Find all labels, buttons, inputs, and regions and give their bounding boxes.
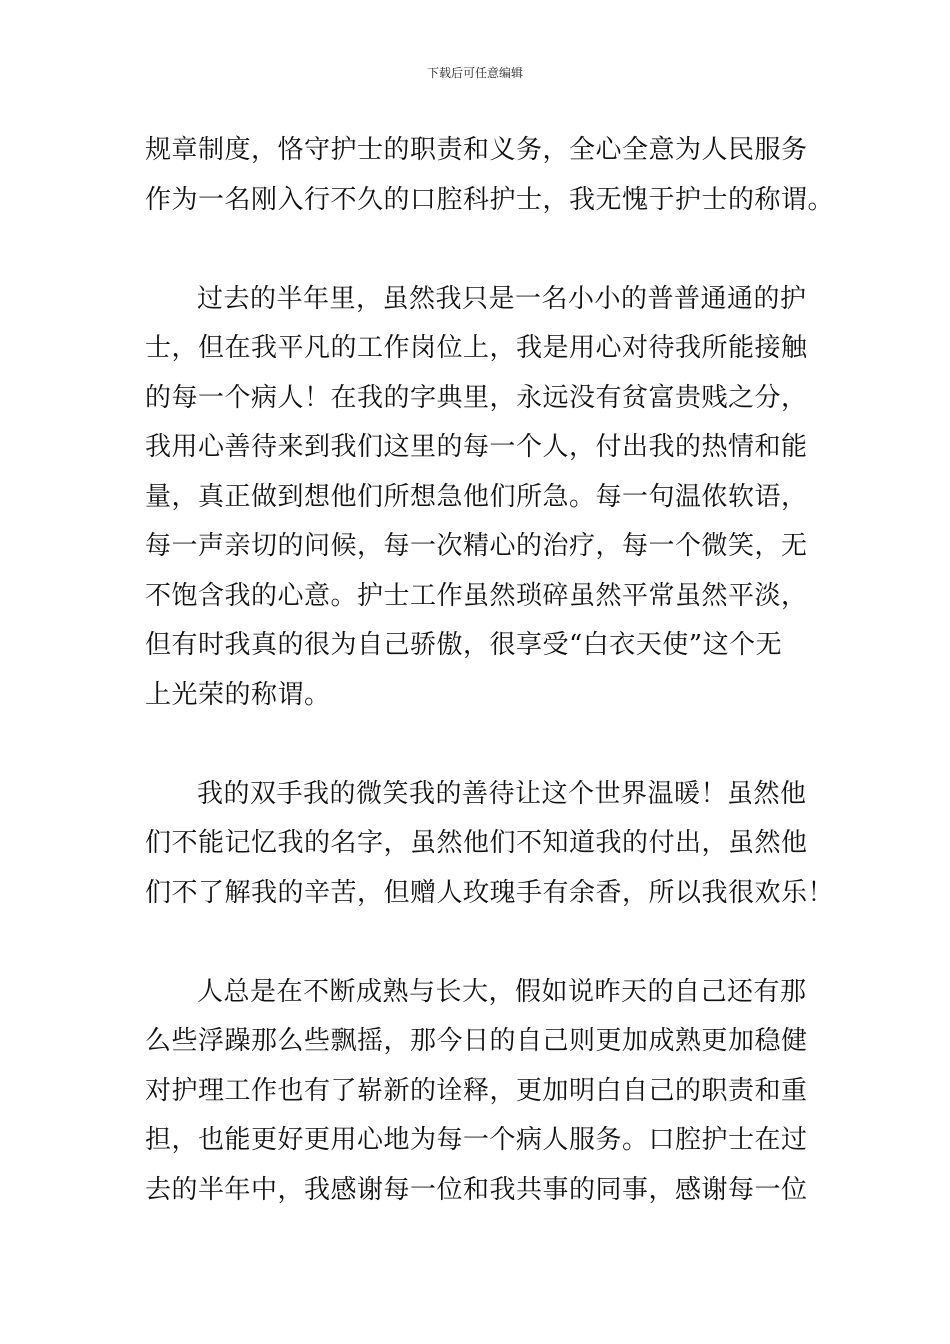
document-body [145, 126, 835, 1215]
paragraph-gap [145, 918, 815, 968]
paragraph-1 [145, 126, 835, 225]
text-line: 我的双手我的微笑我的善待让这个世界温暖！虽然他 [197, 778, 807, 809]
text-line: 担，也能更好更用心地为每一个病人服务。口腔护士在过 [145, 1125, 808, 1155]
text-line: 对护理工作也有了崭新的诠释，更加明白自己的职责和重 [145, 1075, 808, 1106]
paragraph-gap [145, 720, 815, 770]
paragraph-gap [145, 225, 815, 275]
text-line: 的每一个病人！在我的字典里，永远没有贫富贵贱之分， [145, 382, 808, 413]
text-line: 量，真正做到想他们所想急他们所急。每一句温侬软语， [145, 481, 808, 512]
text-line: 们不能记忆我的名字，虽然他们不知道我的付出，虽然他 [145, 828, 808, 858]
paragraph-3 [145, 770, 835, 919]
text-line: 过去的半年里，虽然我只是一名小小的普普通通的护 [197, 283, 807, 314]
text-line: 不饱含我的心意。护士工作虽然琐碎虽然平常虽然平淡， [145, 580, 808, 611]
text-line: 士，但在我平凡的工作岗位上，我是用心对待我所能接触 [145, 333, 808, 363]
paragraph-2 [145, 275, 815, 721]
text-line: 去的半年中，我感谢每一位和我共事的同事，感谢每一位 [145, 1174, 808, 1205]
text-line: 规章制度，恪守护士的职责和义务，全心全意为人民服务 [145, 135, 808, 165]
paragraph-4 [145, 968, 815, 1216]
text-line: 上光荣的称谓。 [145, 679, 331, 710]
text-line: 人总是在不断成熟与长大，假如说昨天的自己还有那 [197, 976, 807, 1007]
text-line: 每一声亲切的问候，每一次精心的治疗，每一个微笑，无 [145, 531, 808, 561]
text-line: 但有时我真的很为自己骄傲，很享受“白衣天使”这个无 [145, 630, 783, 660]
text-line: 作为一名刚入行不久的口腔科护士，我无愧于护士的称谓。 [145, 184, 835, 215]
text-line: 我用心善待来到我们这里的每一个人，付出我的热情和能 [145, 432, 808, 462]
text-line: 们不了解我的辛苦，但赠人玫瑰手有余香，所以我很欢乐！ [145, 877, 835, 908]
page-header: 下载后可任意编辑 [426, 66, 523, 80]
text-line: 么些浮躁那么些飘摇，那今日的自己则更加成熟更加稳健 [145, 1026, 808, 1056]
